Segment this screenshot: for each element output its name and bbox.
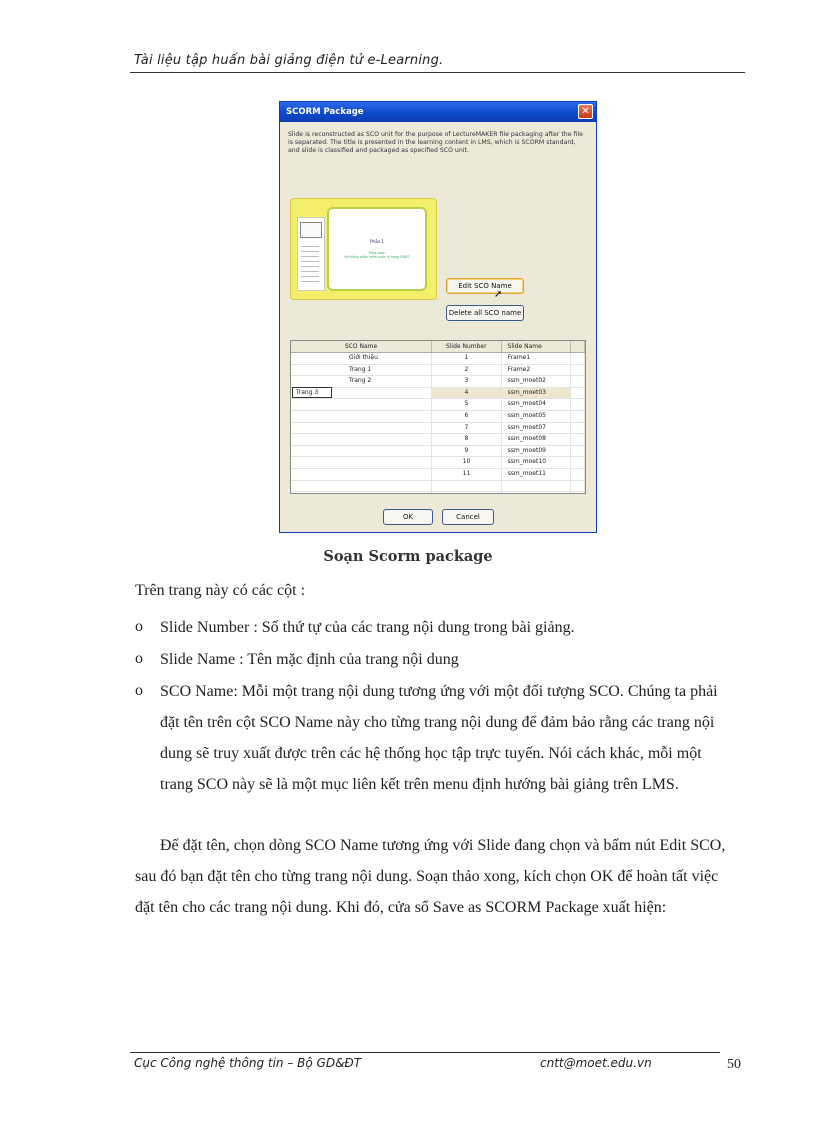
- dialog-description: Slide is reconstructed as SCO unit for the purpose of LectureMAKER file packaging after the file is separated. The title is presented in the learning content in LMS, which is SCORM standard, and slide is classified and packaged as specified SCO unit.: [288, 131, 583, 154]
- cell-slide-name: ssm_moet02: [502, 376, 571, 387]
- slide-title: Phần 1: [370, 239, 384, 244]
- mouse-cursor-icon: ➚: [494, 289, 503, 300]
- cell-slide-name: Frame2: [502, 365, 571, 376]
- table-row[interactable]: [291, 376, 585, 388]
- sco-name-edit-input[interactable]: Trang 3: [292, 387, 332, 398]
- cell-sco-name[interactable]: [291, 399, 432, 410]
- table-row[interactable]: [291, 423, 585, 435]
- cell-sco-name[interactable]: [291, 411, 432, 422]
- thumbnail: [300, 222, 322, 238]
- table-row-selected[interactable]: [291, 388, 585, 400]
- cell-sco-name[interactable]: Giới thiệu: [291, 353, 432, 364]
- column-header-filler: [571, 341, 585, 352]
- cell-slide-number: 1: [432, 353, 501, 364]
- cell-slide-number: 10: [432, 457, 501, 468]
- cell-slide-name: ssm_moet11: [502, 469, 571, 480]
- page-number: 50: [727, 1057, 741, 1072]
- slide-canvas: [327, 207, 427, 291]
- table-row-empty: [291, 492, 585, 494]
- bullet-marker: o: [135, 618, 143, 635]
- dialog-titlebar: [280, 102, 596, 122]
- bullet-marker: o: [135, 650, 143, 667]
- slide-subtitle: Tổng quan hệ thống phần mềm quản lý trong GDĐT: [344, 251, 410, 259]
- cell-sco-name[interactable]: Trang 2: [291, 376, 432, 387]
- table-row[interactable]: [291, 446, 585, 458]
- header-title: Tài liệu tập huấn bài giảng điện tử e-Learning.: [134, 53, 444, 68]
- cell-slide-number: 8: [432, 434, 501, 445]
- edit-sco-name-button[interactable]: Edit SCO Name: [446, 278, 524, 294]
- cell-slide-number: 11: [432, 469, 501, 480]
- cell-slide-name: Frame1: [502, 353, 571, 364]
- cell-sco-name[interactable]: [291, 423, 432, 434]
- cell-slide-name: ssm_moet10: [502, 457, 571, 468]
- footer-email: cntt@moet.edu.vn: [540, 1056, 652, 1070]
- cell-sco-name[interactable]: [291, 469, 432, 480]
- table-row[interactable]: [291, 353, 585, 365]
- cell-sco-name[interactable]: [291, 434, 432, 445]
- table-row[interactable]: [291, 434, 585, 446]
- cell-sco-name[interactable]: Trang 1: [291, 365, 432, 376]
- bullet-marker: o: [135, 682, 143, 699]
- figure-caption: Soạn Scorm package: [323, 548, 493, 565]
- cell-sco-name[interactable]: [291, 457, 432, 468]
- dialog-title: SCORM Package: [286, 107, 364, 117]
- cell-slide-number: 5: [432, 399, 501, 410]
- cell-slide-number: 4: [432, 388, 501, 399]
- table-row[interactable]: [291, 469, 585, 481]
- delete-all-sco-name-button[interactable]: Delete all SCO name: [446, 305, 524, 321]
- page-header: [130, 50, 745, 73]
- table-row-empty: [291, 481, 585, 493]
- instruction-paragraph: Để đặt tên, chọn dòng SCO Name tương ứng với Slide đang chọn và bấm nút Edit SCO, sau đó bạn đặt tên cho từng trang nội dung. Soạn thảo xong, kích chọn OK để hoàn tất việc đặt tên cho các trang nội dung. Khi đó, cửa sổ Save as SCORM Package xuất hiện:: [135, 837, 726, 916]
- thumbnail-panel: [297, 217, 325, 291]
- table-row[interactable]: [291, 399, 585, 411]
- column-header-slide-name[interactable]: Slide Name: [502, 341, 572, 352]
- table-row[interactable]: [291, 365, 585, 377]
- close-icon[interactable]: ✕: [578, 104, 593, 119]
- cell-slide-number: 6: [432, 411, 501, 422]
- table-row[interactable]: [291, 457, 585, 469]
- cell-slide-name: ssm_moet03: [502, 388, 571, 399]
- column-header-sco-name[interactable]: SCO Name: [291, 341, 432, 352]
- cell-slide-number: 2: [432, 365, 501, 376]
- cell-slide-name: ssm_moet04: [502, 399, 571, 410]
- cancel-button[interactable]: Cancel: [442, 509, 494, 525]
- cell-slide-name: ssm_moet05: [502, 411, 571, 422]
- cell-slide-name: ssm_moet09: [502, 446, 571, 457]
- footer-organization: Cục Công nghệ thông tin – Bộ GD&ĐT: [134, 1056, 362, 1070]
- cell-slide-number: 9: [432, 446, 501, 457]
- thumbnail-list: [301, 242, 319, 282]
- cell-slide-number: 3: [432, 376, 501, 387]
- column-header-slide-number[interactable]: Slide Number: [432, 341, 502, 352]
- slide-preview: [290, 198, 437, 300]
- scorm-package-dialog: [279, 101, 597, 533]
- bullet-text: SCO Name: Mỗi một trang nội dung tương ứng với một đối tượng SCO. Chúng ta phải đặt tên trên cột SCO Name này cho từng trang nội dung để đảm bảo rằng các trang nội dung sẽ truy xuất được trên các hệ thống học tập trực tuyến. Nói cách khác, mỗi một trang SCO này sẽ là một mục liên kết trên menu định hướng bài giảng trên LMS.: [160, 683, 718, 793]
- cell-sco-name[interactable]: [291, 446, 432, 457]
- cell-slide-name: ssm_moet07: [502, 423, 571, 434]
- cell-slide-number: 7: [432, 423, 501, 434]
- bullet-text: Slide Number : Số thứ tự của các trang nội dung trong bài giảng.: [160, 619, 575, 636]
- intro-text: Trên trang này có các cột :: [135, 582, 306, 599]
- ok-button[interactable]: OK: [383, 509, 433, 525]
- table-header: [291, 341, 585, 353]
- sco-table: [290, 340, 586, 494]
- cell-slide-name: ssm_moet08: [502, 434, 571, 445]
- footer-rule: [130, 1052, 720, 1053]
- table-row[interactable]: [291, 411, 585, 423]
- bullet-text: Slide Name : Tên mặc định của trang nội dung: [160, 651, 459, 668]
